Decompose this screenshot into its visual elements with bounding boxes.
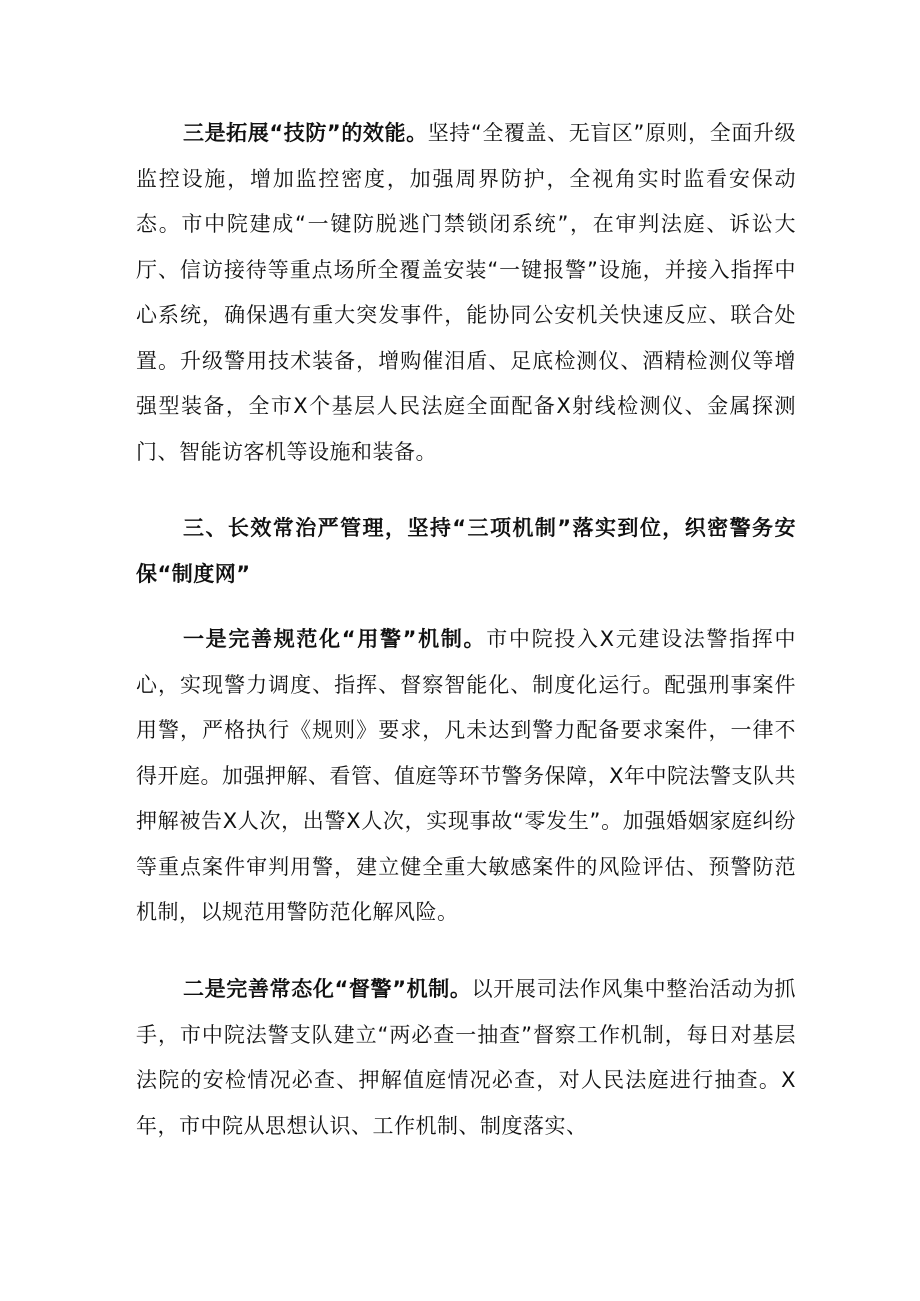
paragraph-lead: 一是完善规范化“用警”机制。 xyxy=(183,627,487,651)
paragraph-use-police xyxy=(136,617,796,936)
paragraph-body: 以开展司法作风集中整治活动为抓手，市中院法警支队建立“两必查一抽查”督察工作机制，每日对基层法院的安检情况必查、押解值庭情况必查，对人民法庭进行抽查。X年，市中院从思想认识、工作机制、制度落实、 xyxy=(136,977,797,1138)
paragraph-body: 市中院投入X元建设法警指挥中心，实现警力调度、指挥、督察智能化、制度化运行。配强刑事案件用警，严格执行《规则》要求，凡未达到警力配备要求案件，一律不得开庭。加强押解、看管、值庭等环节警务保障，X年中院法警支队共押解被告X人次，出警X人次，实现事故“零发生”。加强婚姻家庭纠纷等重点案件审判用警，建立健全重大敏感案件的风险评估、预警防范机制，以规范用警防范化解风险。 xyxy=(136,627,796,924)
paragraph-supervise-police xyxy=(136,967,796,1149)
paragraph-lead: 二是完善常态化“督警”机制。 xyxy=(183,977,472,1001)
section-heading: 三、长效常治严管理，坚持“三项机制”落实到位，织密警务安保“制度网” xyxy=(136,516,796,586)
paragraph-tech-defense xyxy=(136,111,796,475)
paragraph-lead: 三是拓展“技防”的效能。 xyxy=(183,121,428,145)
paragraph-body: 坚持“全覆盖、无盲区”原则，全面升级监控设施，增加监控密度，加强周界防护，全视角实时监看安保动态。市中院建成“一键防脱逃门禁锁闭系统”，在审判法庭、诉讼大厅、信访接待等重点场所全覆盖安装“一键报警”设施，并接入指挥中心系统，确保遇有重大突发事件，能协同公安机关快速反应、联合处置。升级警用技术装备，增购催泪盾、足底检测仪、酒精检测仪等增强型装备，全市X个基层人民法庭全面配备X射线检测仪、金属探测门、智能访客机等设施和装备。 xyxy=(136,121,796,464)
